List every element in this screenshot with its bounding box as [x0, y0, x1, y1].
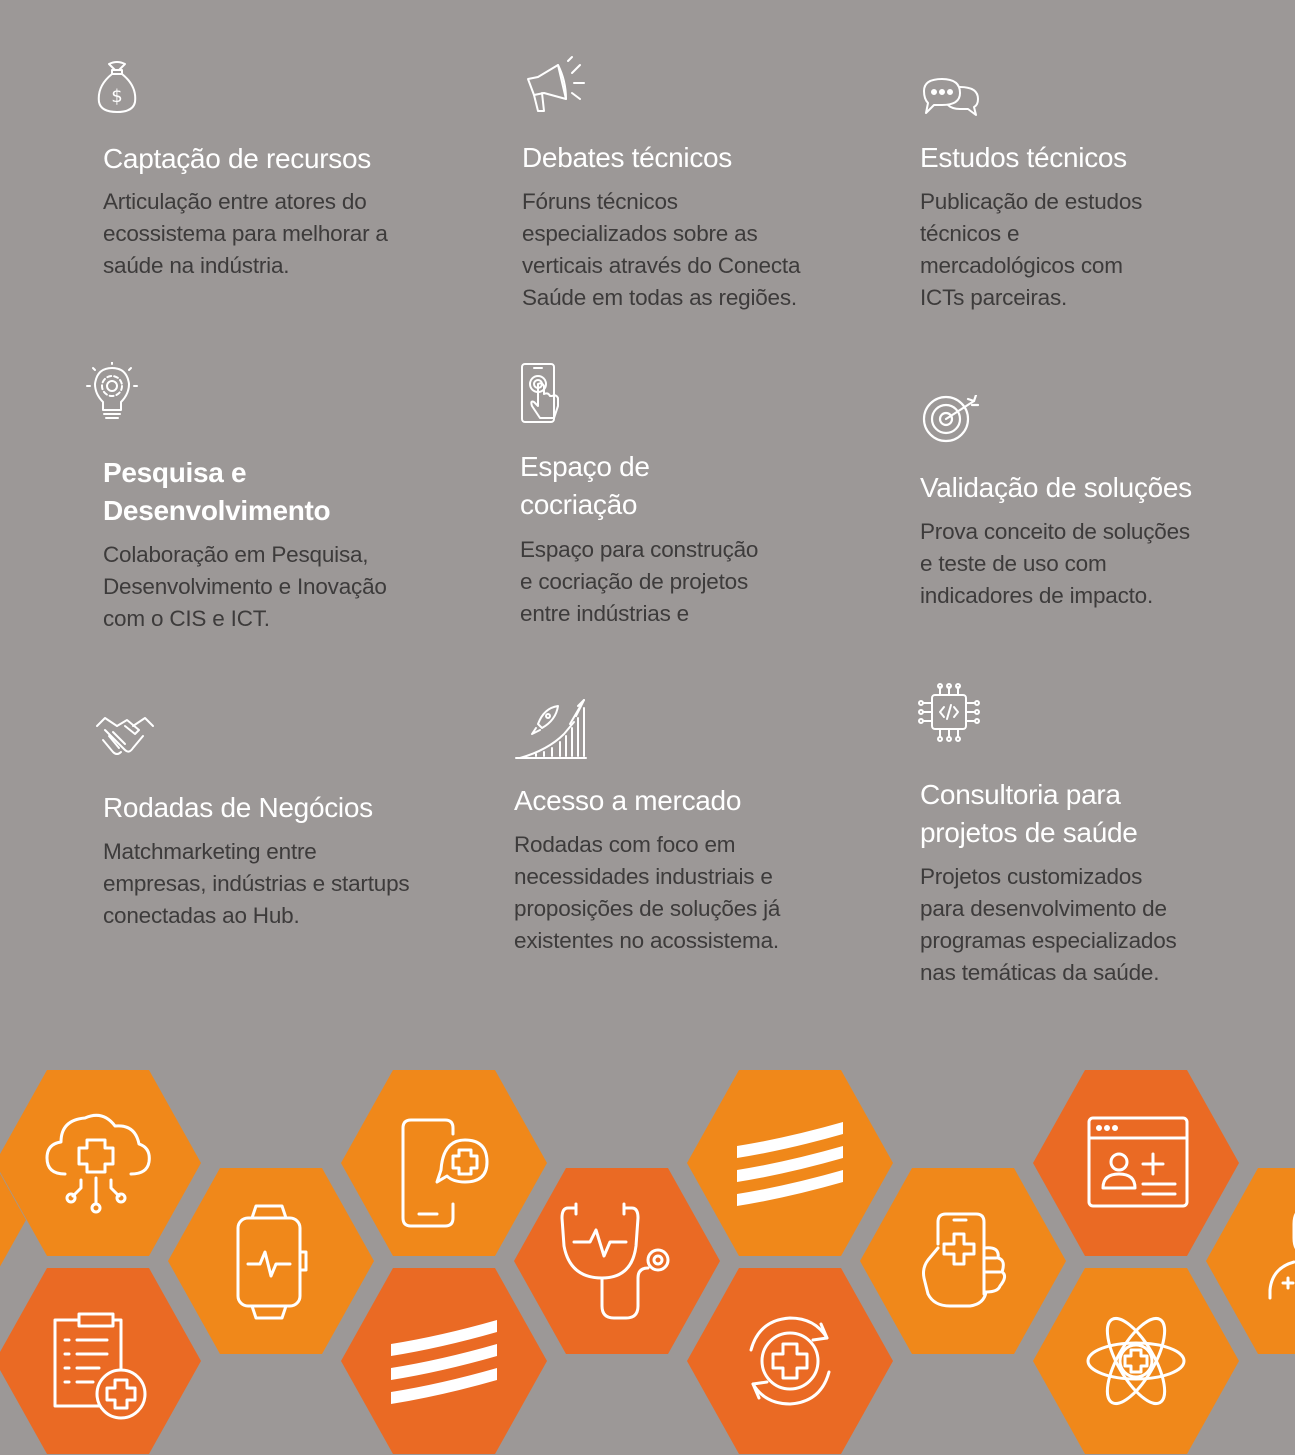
service-description: Matchmarketing entre empresas, indústrias e startups conectadas ao Hub. — [103, 839, 410, 928]
chip-code-icon — [916, 683, 982, 743]
service-consultoria — [916, 683, 1256, 993]
service-description: Fóruns técnicos especializados sobre as verticais através do Conecta Saúde em todas as regiões. — [522, 189, 801, 310]
service-title: Estudos técnicos — [920, 142, 1127, 173]
service-title: Acesso a mercado — [514, 785, 742, 816]
service-validacao — [920, 395, 1260, 615]
rocket-growth-icon — [514, 698, 588, 760]
money-bag-icon — [93, 58, 141, 114]
service-title: Pesquisa e Desenvolvimento — [103, 457, 331, 526]
service-title: Validação de soluções — [920, 472, 1192, 503]
service-title: Captação de recursos — [103, 143, 371, 174]
service-title: Debates técnicos — [522, 142, 732, 173]
chat-bubbles-icon — [920, 75, 982, 119]
service-description: Rodadas com foco em necessidades industriais e proposições de soluções já existentes no acossistema. — [514, 832, 781, 953]
phone-touch-icon — [520, 362, 562, 428]
service-debates — [522, 55, 862, 315]
doctor-icon — [1206, 1168, 1295, 1354]
service-title: Consultoria para projetos de saúde — [920, 779, 1138, 848]
service-description: Articulação entre atores do ecossistema para melhorar a saúde na indústria. — [103, 189, 388, 278]
service-pesquisa — [103, 362, 443, 642]
megaphone-icon — [522, 55, 588, 117]
service-description: Colaboração em Pesquisa, Desenvolvimento e Inovação com o CIS e ICT. — [103, 542, 387, 631]
service-cocriacao — [520, 362, 860, 642]
service-acesso-mercado — [514, 698, 854, 958]
lightbulb-gear-icon — [85, 362, 139, 424]
service-title: Espaço de cocriação — [520, 451, 650, 520]
svg-text:$: $ — [111, 86, 123, 107]
service-captacao — [103, 58, 443, 288]
medical-checklist-icon — [0, 1268, 201, 1454]
service-description: Prova conceito de soluções e teste de uso com indicadores de impacto. — [920, 519, 1190, 608]
service-description: Publicação de estudos técnicos e mercadológicos com ICTs parceiras. — [920, 189, 1143, 310]
service-title: Rodadas de Negócios — [103, 792, 373, 823]
service-estudos — [920, 75, 1260, 315]
service-rodadas — [103, 712, 443, 942]
handshake-icon — [95, 712, 155, 758]
target-icon — [920, 395, 982, 445]
hexagon-pattern — [0, 1040, 1295, 1455]
service-description: Projetos customizados para desenvolvimento de programas especializados nas temáticas da saúde. — [920, 864, 1177, 985]
service-description: Espaço para construção e cocriação de projetos entre indústrias e — [520, 537, 759, 626]
